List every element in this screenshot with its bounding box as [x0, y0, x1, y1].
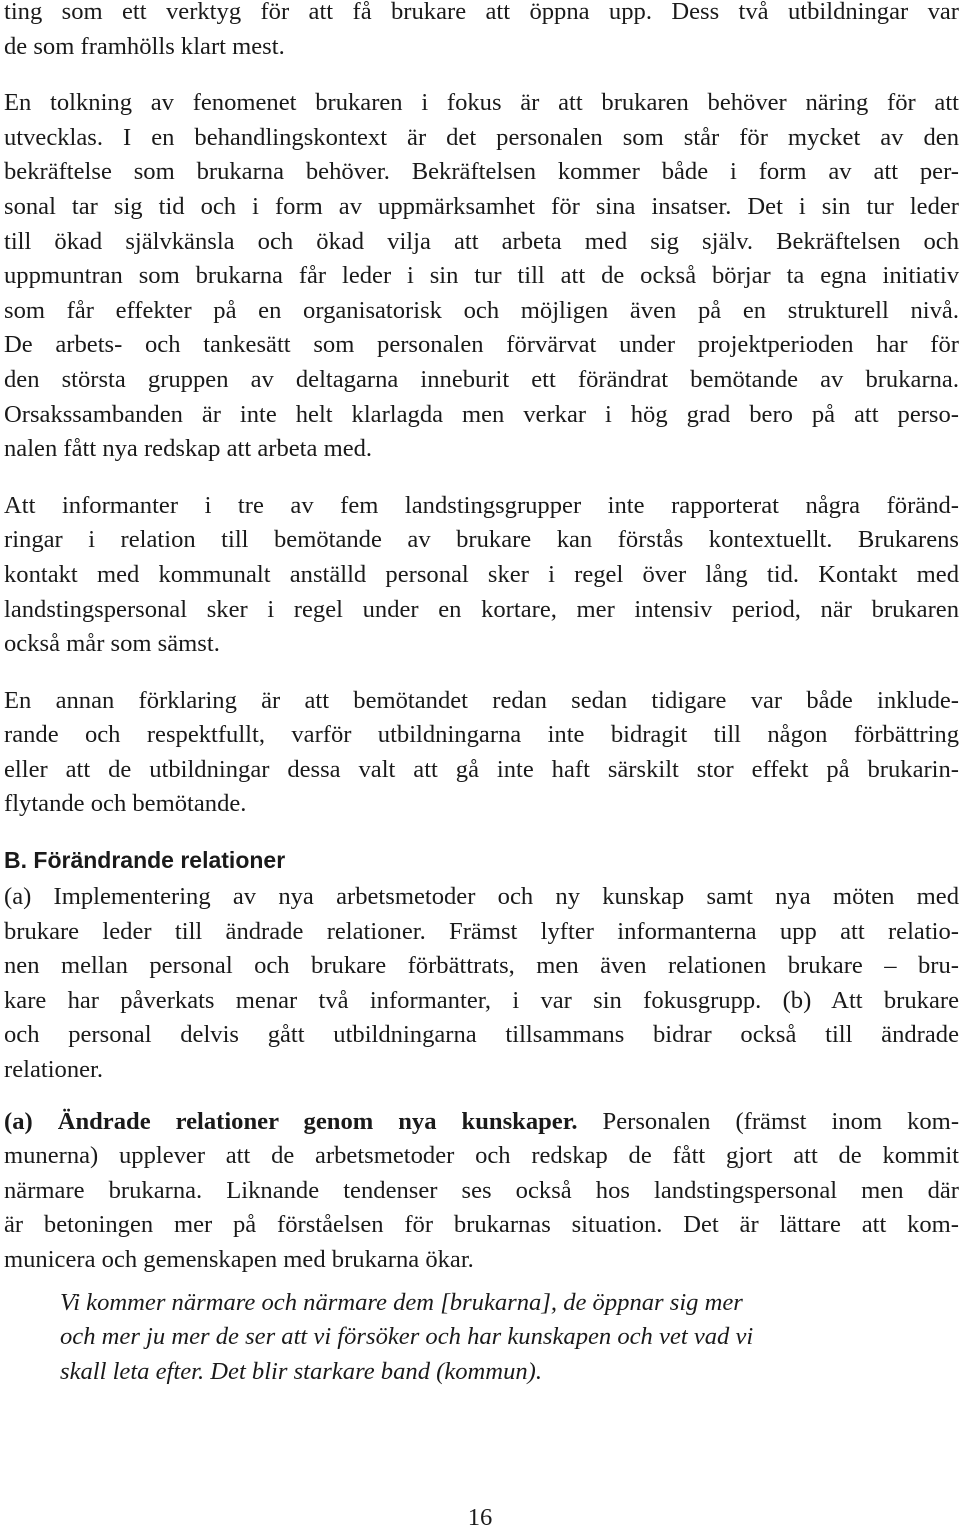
text-line: eller att de utbildningar dessa valt att gå inte haft särskilt stor effekt på brukarin- — [4, 755, 959, 783]
text-line: relationer. — [4, 1056, 104, 1084]
text-line: sonal tar sig tid och i form av uppmärksamhet för sina insatser. Det i sin tur leder — [4, 192, 959, 220]
paragraph-3 — [4, 489, 959, 662]
text-line: de som framhölls klart mest. — [4, 32, 285, 60]
text-line: municera och gemenskapen med brukarna ökar. — [4, 1246, 474, 1273]
text-line: En annan förklaring är att bemötandet redan sedan tidigare var både inklude- — [4, 686, 959, 714]
text-line: som får effekter på en organisatorisk och möjligen även på en strukturell nivå. — [4, 296, 959, 324]
paragraph-2 — [4, 86, 959, 467]
text-line: brukare leder till ändrade relationer. Främst lyfter informanterna upp att relatio- — [4, 917, 959, 945]
text-line: och personal delvis gått utbildningarna tillsammans bidrar också till ändrade — [4, 1021, 959, 1049]
paragraph-6 — [4, 1105, 959, 1278]
text-run: Personalen (främst inom kom- — [577, 1107, 960, 1135]
quote-line: skall leta efter. Det blir starkare band (kommun). — [60, 1357, 543, 1385]
text-line: också mår som sämst. — [4, 630, 220, 658]
text-line: den största gruppen av deltagarna inneburit ett förändrat bemötande av brukarna. — [4, 365, 959, 393]
subsection-lead: (a) Ändrade relationer genom nya kunskaper. — [4, 1107, 578, 1135]
text-line: Orsakssambanden är inte helt klarlagda men verkar i hög grad bero på att perso- — [4, 400, 959, 428]
quote-line: och mer ju mer de ser att vi försöker och har kunskapen och vet vad vi — [60, 1323, 754, 1351]
document-page — [4, 0, 959, 1389]
paragraph-4 — [4, 684, 959, 822]
text-line: ringar i relation till bemötande av brukare kan förstås kontextuellt. Brukarens — [4, 526, 959, 554]
text-line: till ökad självkänsla och ökad vilja att arbeta med sig själv. Bekräftelsen och — [4, 227, 959, 255]
text-line: nalen fått nya redskap att arbeta med. — [4, 435, 373, 463]
paragraph-5 — [4, 880, 959, 1088]
text-line: flytande och bemötande. — [4, 790, 247, 818]
text-line: De arbets- och tankesätt som personalen förvärvat under projektperioden har för — [4, 331, 959, 359]
text-line: närmare brukarna. Liknande tendenser ses också hos landstingspersonal men där — [4, 1176, 959, 1204]
text-line: En tolkning av fenomenet brukaren i fokus är att brukaren behöver näring för att — [4, 89, 959, 117]
text-line: ting som ett verktyg för att få brukare att öppna upp. Dess två utbildningar var — [4, 0, 959, 25]
text-line: munerna) upplever att de arbetsmetoder och redskap de fått gjort att de kommit — [4, 1142, 959, 1170]
text-line — [4, 1105, 959, 1140]
text-line: (a) Implementering av nya arbetsmetoder och ny kunskap samt nya möten med — [4, 883, 959, 911]
text-line: landstingspersonal sker i regel under en kortare, mer intensiv period, när brukaren — [4, 595, 959, 623]
text-line: uppmuntran som brukarna får leder i sin tur till att de också börjar ta egna initiativ — [4, 262, 959, 290]
section-heading: B. Förändrande relationer — [4, 847, 286, 874]
text-line: kare har påverkats menar två informanter, i var sin fokusgrupp. (b) Att brukare — [4, 986, 959, 1014]
text-line: nen mellan personal och brukare förbättrats, men även relationen brukare – bru- — [4, 952, 959, 980]
text-line: är betoningen mer på förståelsen för brukarnas situation. Det är lättare att kom- — [4, 1211, 959, 1239]
text-line: utvecklas. I en behandlingskontext är det personalen som står för mycket av den — [4, 123, 959, 151]
block-quote — [60, 1286, 919, 1390]
page-number: 16 — [467, 1504, 493, 1531]
text-line: Att informanter i tre av fem landstingsgrupper inte rapporterat några föränd- — [4, 491, 959, 519]
paragraph-1 — [4, 0, 959, 64]
text-line: kontakt med kommunalt anställd personal sker i regel över lång tid. Kontakt med — [4, 560, 959, 588]
text-line: rande och respektfullt, varför utbildningarna inte bidragit till någon förbättring — [4, 721, 959, 749]
quote-line: Vi kommer närmare och närmare dem [brukarna], de öppnar sig mer — [60, 1288, 743, 1316]
text-line: bekräftelse som brukarna behöver. Bekräftelsen kommer både i form av att per- — [4, 158, 959, 186]
